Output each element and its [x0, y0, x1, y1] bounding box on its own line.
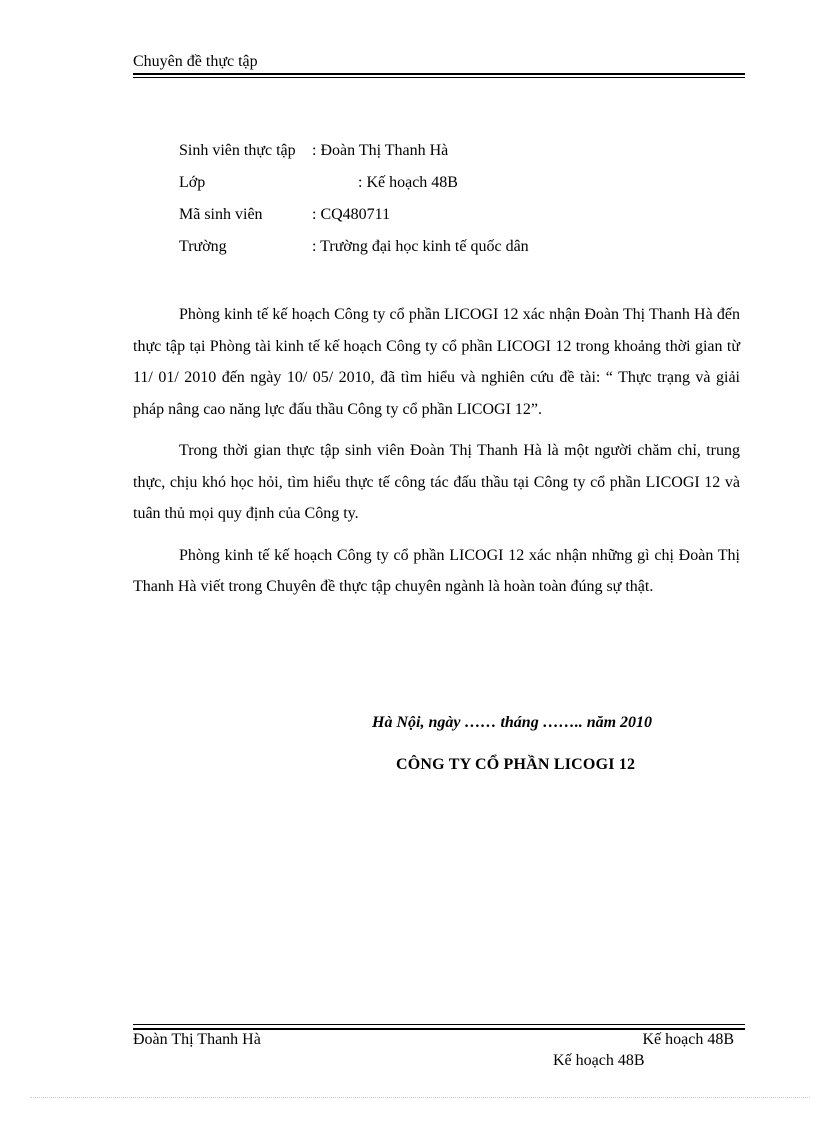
footer-class: Kế hoạch 48B [642, 1031, 734, 1048]
info-value: : Trường đại học kinh tế quốc dân [312, 238, 529, 255]
info-label: Trường [179, 238, 227, 255]
header-rule-thin [133, 77, 745, 78]
footer-rule-thin [133, 1024, 745, 1025]
confirmation-body [133, 299, 740, 613]
info-label: Sinh viên thực tập [179, 142, 296, 159]
info-value: : CQ480711 [312, 206, 391, 223]
company-name: CÔNG TY CỔ PHẦN LICOGI 12 [396, 756, 636, 773]
info-value: : Kế hoạch 48B [358, 174, 458, 191]
footer-rule-thick [133, 1028, 745, 1030]
info-value: : Đoàn Thị Thanh Hà [312, 142, 449, 159]
page-edge [30, 1097, 810, 1098]
running-header: Chuyên đề thực tập [133, 53, 258, 70]
place-date: Hà Nội, ngày …… tháng …….. năm 2010 [372, 714, 653, 731]
paragraph: Phòng kinh tế kế hoạch Công ty cổ phần LICOGI 12 xác nhận những gì chị Đoàn Thị Thanh Hà viết trong Chuyên đề thực tập chuyên ngành là hoàn toàn đúng sự thật. [133, 546, 740, 595]
header-rule-thick [133, 73, 745, 75]
footer-class-repeat: Kế hoạch 48B [553, 1052, 645, 1069]
footer-author: Đoàn Thị Thanh Hà [133, 1031, 261, 1048]
paragraph: Trong thời gian thực tập sinh viên Đoàn Thị Thanh Hà là một người chăm chỉ, trung thực, chịu khó học hỏi, tìm hiểu thực tế công tác đấu thầu tại Công ty cổ phần LICOGI 12 và tuân thủ mọi quy định của Công ty. [133, 442, 740, 522]
info-label: Mã sinh viên [179, 206, 263, 223]
info-label: Lớp [179, 174, 206, 191]
paragraph: Phòng kinh tế kế hoạch Công ty cổ phần LICOGI 12 xác nhận Đoàn Thị Thanh Hà đến thực tập tại Phòng tài kinh tế kế hoạch Công ty cổ phần LICOGI 12 trong khoảng thời gian từ 11/ 01/ 2010 đến ngày 10/ 05/ 2010, đã tìm hiểu và nghiên cứu đề tài: “ Thực trạng và giải pháp nâng cao năng lực đấu thầu Công ty cổ phần LICOGI 12”. [133, 306, 740, 418]
